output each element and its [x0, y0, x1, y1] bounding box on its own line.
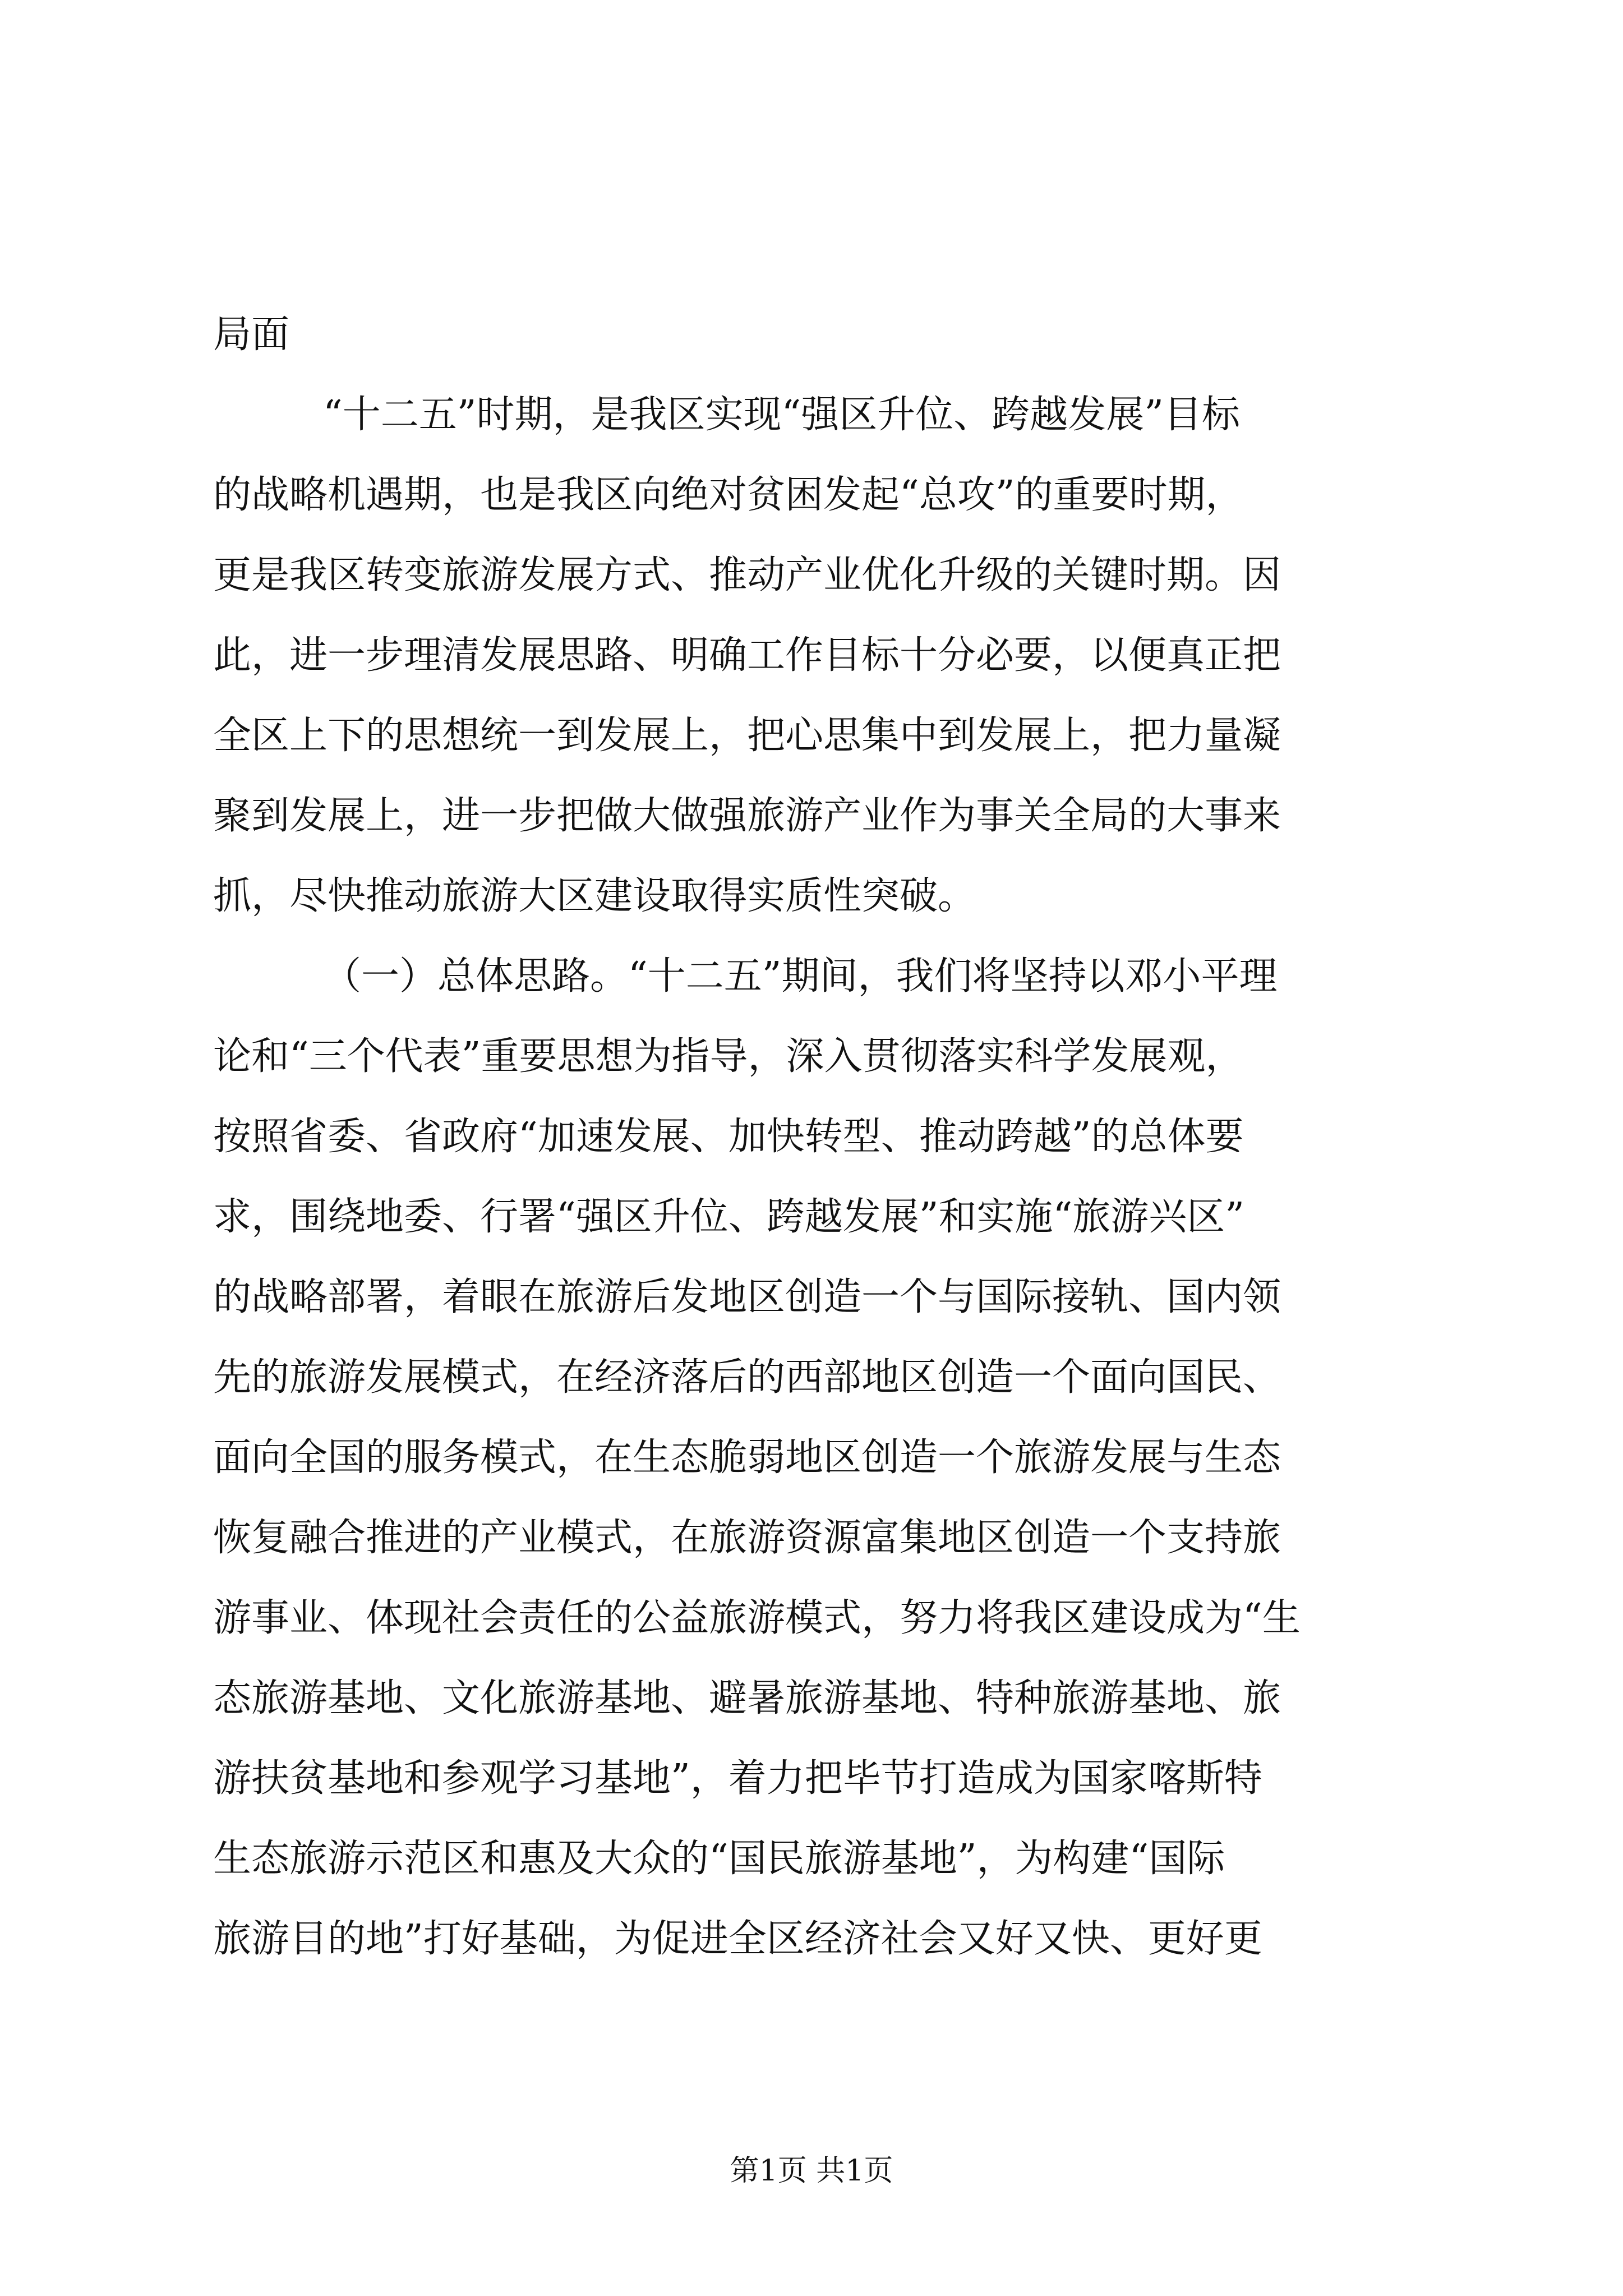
text-line-10: 论和“三个代表”重要思想为指导，深入贯彻落实科学发展观，	[213, 1034, 1244, 1079]
text-line-19: 游扶贫基地和参观学习基地”，着力把毕节打造成为国家喀斯特	[213, 1756, 1262, 1801]
text-line-5: 此，进一步理清发展思路、明确工作目标十分必要，以便真正把	[213, 633, 1281, 678]
text-line-11: 按照省委、省政府“加速发展、加快转型、推动跨越”的总体要	[213, 1115, 1244, 1159]
text-line-16: 恢复融合推进的产业模式，在旅游资源富集地区创造一个支持旅	[213, 1516, 1281, 1560]
text-line-2: “十二五”时期，是我区实现“强区升位、跨越发展”目标	[323, 393, 1241, 437]
text-line-21: 旅游目的地”打好基础，为促进全区经济社会又好又快、更好更	[213, 1917, 1262, 1961]
text-line-18: 态旅游基地、文化旅游基地、避暑旅游基地、特种旅游基地、旅	[213, 1676, 1281, 1720]
page-number-footer: 第1页 共1页	[730, 2154, 893, 2188]
text-line-9: （一）总体思路。“十二五”期间，我们将坚持以邓小平理	[323, 954, 1278, 999]
text-line-6: 全区上下的思想统一到发展上，把心思集中到发展上，把力量凝	[213, 714, 1281, 758]
text-line-3: 的战略机遇期，也是我区向绝对贫困发起“总攻”的重要时期，	[213, 473, 1244, 517]
text-line-13: 的战略部署，着眼在旅游后发地区创造一个与国际接轨、国内领	[213, 1275, 1281, 1319]
text-line-15: 面向全国的服务模式，在生态脆弱地区创造一个旅游发展与生态	[213, 1435, 1281, 1480]
text-line-20: 生态旅游示范区和惠及大众的“国民旅游基地”，为构建“国际	[213, 1837, 1225, 1881]
text-line-8: 抓，尽快推动旅游大区建设取得实质性突破。	[213, 874, 976, 918]
text-line-17: 游事业、体现社会责任的公益旅游模式，努力将我区建设成为“生	[213, 1596, 1301, 1640]
text-line-4: 更是我区转变旅游发展方式、推动产业优化升级的关键时期。因	[213, 553, 1281, 597]
text-line-1: 局面	[213, 312, 290, 357]
text-line-14: 先的旅游发展模式，在经济落后的西部地区创造一个面向国民、	[213, 1355, 1281, 1400]
text-line-12: 求，围绕地委、行署“强区升位、跨越发展”和实施“旅游兴区”	[213, 1195, 1245, 1239]
text-line-7: 聚到发展上，进一步把做大做强旅游产业作为事关全局的大事来	[213, 794, 1281, 838]
